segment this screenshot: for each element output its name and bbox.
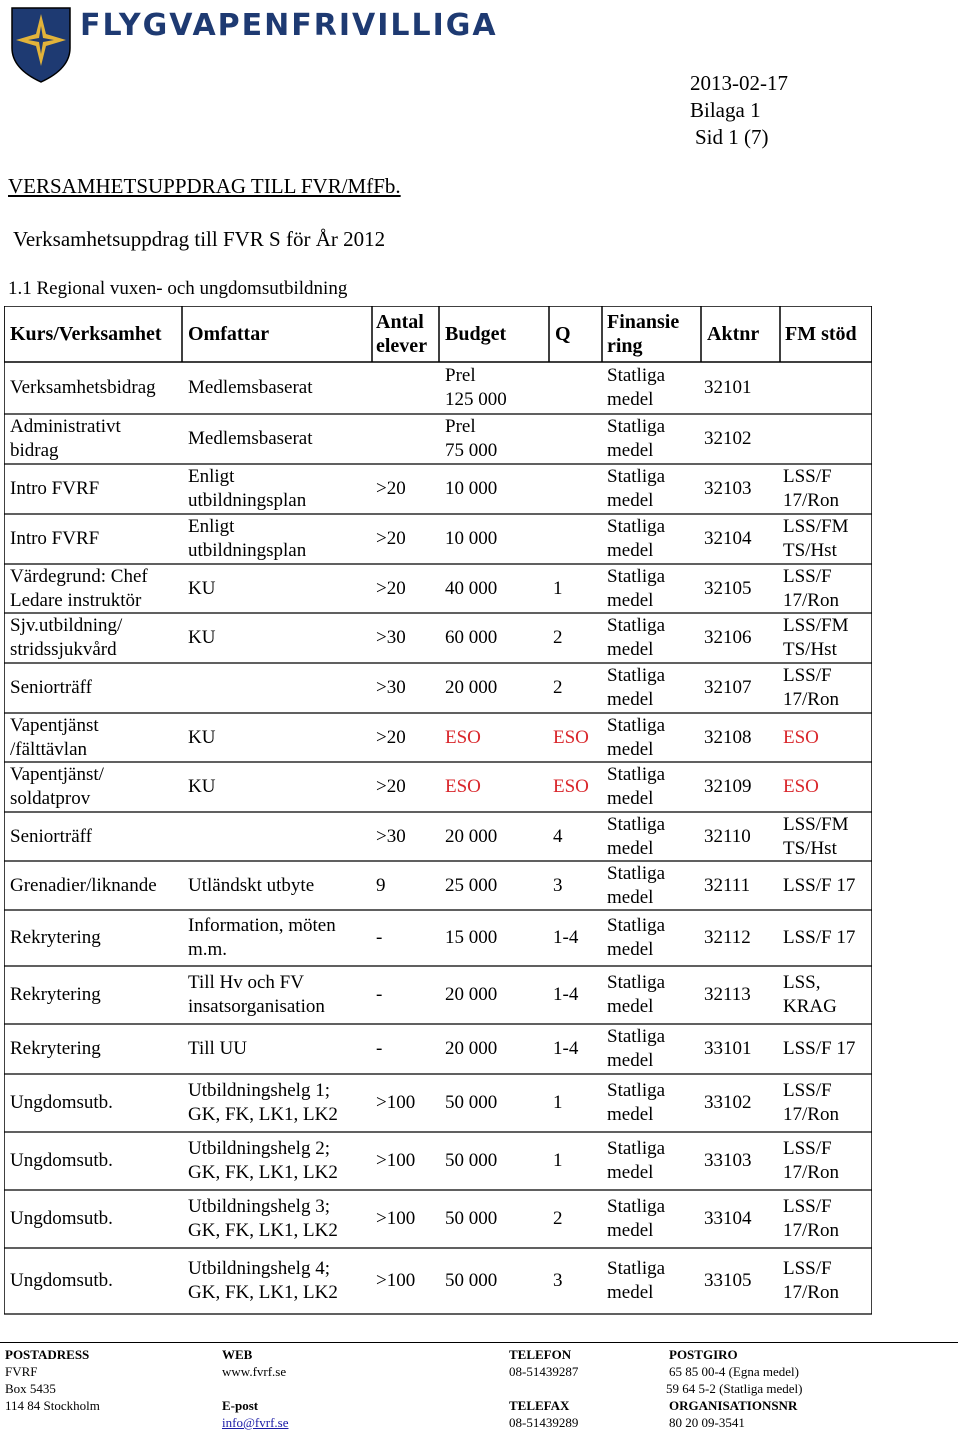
financing-cell: Statliga — [607, 665, 666, 686]
telefon-value: 08-51439287 — [509, 1364, 579, 1379]
financing-cell: Statliga — [607, 915, 666, 936]
financing-cell: medel — [607, 837, 654, 859]
scope-cell: Till Hv och FV — [188, 972, 304, 993]
financing-cell: medel — [607, 639, 654, 660]
scope-cell: KU — [188, 627, 216, 648]
budget-cell: 40 000 — [445, 577, 498, 599]
scope-cell: GK, FK, LK1, LK2 — [188, 1220, 338, 1241]
column-header: Budget — [445, 323, 507, 345]
fm-support-cell: LSS/F — [783, 1196, 832, 1217]
quarter-cell: ESO — [553, 776, 589, 797]
financing-cell: medel — [607, 689, 654, 710]
financing-cell: medel — [607, 490, 654, 511]
scope-cell: KU — [188, 577, 216, 599]
course-cell: Seniorträff — [10, 677, 92, 698]
budget-cell: 50 000 — [445, 1208, 498, 1229]
column-header: elever — [376, 335, 428, 357]
course-cell: Rekrytering — [10, 927, 101, 948]
scope-cell: Utbildningshelg 3; — [188, 1196, 330, 1217]
fm-support-cell: LSS/F 17 — [783, 874, 856, 896]
scope-cell: Medlemsbaserat — [188, 377, 313, 398]
scope-cell: Utländskt utbyte — [188, 874, 315, 896]
financing-cell: medel — [607, 440, 654, 461]
budget-cell: ESO — [445, 726, 481, 748]
financing-cell: medel — [607, 1162, 654, 1183]
course-cell: Rekrytering — [10, 984, 101, 1005]
telefax-label: TELEFAX — [509, 1398, 570, 1413]
budget-cell: 15 000 — [445, 927, 498, 948]
budget-cell: 125 000 — [445, 389, 507, 410]
aktnr-cell: 33105 — [704, 1270, 752, 1291]
course-cell: Intro FVRF — [10, 528, 100, 549]
scope-cell: Utbildningshelg 1; — [188, 1080, 330, 1101]
aktnr-cell: 32110 — [704, 825, 751, 847]
postadress-label: POSTADRESS — [5, 1347, 90, 1362]
budget-cell: 50 000 — [445, 1092, 498, 1113]
financing-cell: Statliga — [607, 862, 666, 884]
scope-cell: Enligt — [188, 466, 235, 487]
aktnr-cell: 32112 — [704, 927, 751, 948]
scope-cell: GK, FK, LK1, LK2 — [188, 1104, 338, 1125]
financing-cell: Statliga — [607, 615, 666, 636]
aktnr-cell: 32109 — [704, 776, 752, 797]
students-cell: >30 — [376, 825, 406, 847]
scope-cell: Utbildningshelg 4; — [188, 1258, 330, 1279]
students-cell: >20 — [376, 478, 406, 499]
financing-cell: medel — [607, 1050, 654, 1071]
financing-cell: medel — [607, 939, 654, 960]
fm-support-cell: LSS/F — [783, 1138, 832, 1159]
column-header: Omfattar — [188, 323, 270, 345]
column-header: Antal — [376, 311, 424, 333]
budget-cell: 20 000 — [445, 1038, 498, 1059]
fm-support-cell: 17/Ron — [783, 589, 839, 611]
financing-cell: Statliga — [607, 466, 666, 487]
page-footer — [0, 1342, 960, 1432]
course-cell: Grenadier/liknande — [10, 874, 157, 896]
fm-support-cell: KRAG — [783, 996, 837, 1017]
budget-cell: Prel — [445, 365, 476, 386]
financing-cell: medel — [607, 1282, 654, 1303]
scope-cell: GK, FK, LK1, LK2 — [188, 1162, 338, 1183]
quarter-cell: 1-4 — [553, 984, 579, 1005]
column-header: Q — [555, 323, 571, 345]
aktnr-cell: 32111 — [704, 874, 751, 896]
course-cell: Ungdomsutb. — [10, 1150, 113, 1171]
fm-support-cell: 17/Ron — [783, 1282, 839, 1303]
budget-cell: 75 000 — [445, 440, 498, 461]
quarter-cell: ESO — [553, 726, 589, 748]
quarter-cell: 1-4 — [553, 927, 579, 948]
aktnr-cell: 33104 — [704, 1208, 752, 1229]
postgiro-line: 59 64 5-2 (Statliga medel) — [666, 1381, 803, 1396]
budget-cell: 60 000 — [445, 627, 498, 648]
scope-cell: m.m. — [188, 939, 228, 960]
students-cell: - — [376, 1038, 383, 1059]
postadress-line: FVRF — [5, 1364, 38, 1379]
financing-cell: medel — [607, 738, 654, 760]
web-label: WEB — [222, 1347, 253, 1362]
fm-support-cell: LSS/F — [783, 466, 832, 487]
financing-cell: medel — [607, 589, 654, 611]
course-cell: Intro FVRF — [10, 478, 100, 499]
financing-cell: medel — [607, 1220, 654, 1241]
aktnr-cell: 32113 — [704, 984, 751, 1005]
column-header: Finansie — [607, 311, 680, 333]
fm-support-cell: 17/Ron — [783, 1104, 839, 1125]
fm-support-cell: LSS/F — [783, 565, 832, 587]
aktnr-cell: 32107 — [704, 677, 752, 698]
course-cell: Värdegrund: Chef — [10, 565, 148, 587]
course-cell: Ungdomsutb. — [10, 1092, 113, 1113]
column-header: Kurs/Verksamhet — [10, 323, 162, 345]
course-cell: /fälttävlan — [10, 738, 88, 760]
course-cell: Rekrytering — [10, 1038, 101, 1059]
quarter-cell: 3 — [553, 874, 563, 896]
document-meta — [690, 70, 788, 151]
students-cell: 9 — [376, 874, 386, 896]
fm-support-cell: ESO — [783, 776, 819, 797]
fm-support-cell: TS/Hst — [783, 540, 837, 561]
scope-cell: Utbildningshelg 2; — [188, 1138, 330, 1159]
budget-cell: 25 000 — [445, 874, 498, 896]
financing-cell: medel — [607, 540, 654, 561]
financing-cell: Statliga — [607, 365, 666, 386]
aktnr-cell: 32103 — [704, 478, 752, 499]
financing-cell: medel — [607, 886, 654, 908]
fm-support-cell: LSS/F — [783, 665, 832, 686]
coat-of-arms-logo — [8, 4, 74, 84]
postgiro-label: POSTGIRO — [669, 1347, 738, 1362]
orgnr-label: ORGANISATIONSNR — [669, 1398, 798, 1413]
fm-support-cell: LSS/FM — [783, 516, 849, 537]
fm-support-cell: LSS/F — [783, 1080, 832, 1101]
budget-cell: 50 000 — [445, 1150, 498, 1171]
students-cell: >100 — [376, 1208, 416, 1229]
aktnr-cell: 32105 — [704, 577, 752, 599]
scope-cell: GK, FK, LK1, LK2 — [188, 1282, 338, 1303]
financing-cell: Statliga — [607, 416, 666, 437]
fm-support-cell: TS/Hst — [783, 837, 837, 859]
course-cell: Administrativt — [10, 416, 121, 437]
budget-cell: 50 000 — [445, 1270, 498, 1291]
fm-support-cell: LSS, — [783, 972, 821, 993]
course-cell: Vapentjänst — [10, 714, 99, 736]
financing-cell: Statliga — [607, 1080, 666, 1101]
quarter-cell: 2 — [553, 677, 563, 698]
course-cell: Seniorträff — [10, 825, 92, 847]
financing-cell: Statliga — [607, 813, 666, 835]
financing-cell: Statliga — [607, 764, 666, 785]
financing-cell: medel — [607, 389, 654, 410]
quarter-cell: 1-4 — [553, 1038, 579, 1059]
budget-cell: Prel — [445, 416, 476, 437]
students-cell: - — [376, 984, 383, 1005]
course-cell: soldatprov — [10, 788, 91, 809]
scope-cell: KU — [188, 776, 216, 797]
scope-cell: Enligt — [188, 516, 235, 537]
fm-support-cell: LSS/FM — [783, 813, 849, 835]
scope-cell: utbildningsplan — [188, 540, 307, 561]
course-cell: Ungdomsutb. — [10, 1208, 113, 1229]
column-header: Aktnr — [707, 323, 760, 345]
course-cell: Vapentjänst/ — [10, 764, 104, 785]
course-cell: Sjv.utbildning/ — [10, 615, 123, 636]
page-title: VERSAMHETSUPPDRAG TILL FVR/MfFb. — [8, 174, 401, 198]
appendix-label: Bilaga 1 — [690, 98, 761, 122]
column-header: ring — [607, 335, 643, 357]
fm-support-cell: ESO — [783, 726, 819, 748]
section-heading: 1.1 Regional vuxen- och ungdomsutbildning — [8, 278, 348, 299]
budget-cell: 10 000 — [445, 528, 498, 549]
email-link[interactable]: info@fvrf.se — [222, 1415, 289, 1430]
course-cell: bidrag — [10, 440, 59, 461]
financing-cell: Statliga — [607, 1196, 666, 1217]
scope-cell: KU — [188, 726, 216, 748]
fm-support-cell: LSS/F 17 — [783, 927, 856, 948]
budget-cell: 20 000 — [445, 825, 498, 847]
budget-cell: ESO — [445, 776, 481, 797]
course-cell: Ungdomsutb. — [10, 1270, 113, 1291]
students-cell: >20 — [376, 726, 406, 748]
scope-cell: insatsorganisation — [188, 996, 325, 1017]
page-number: Sid 1 (7) — [695, 125, 769, 149]
fm-support-cell: 17/Ron — [783, 1162, 839, 1183]
students-cell: >30 — [376, 627, 406, 648]
fm-support-cell: 17/Ron — [783, 490, 839, 511]
aktnr-cell: 32108 — [704, 726, 752, 748]
aktnr-cell: 33101 — [704, 1038, 752, 1059]
course-cell: Verksamhetsbidrag — [10, 377, 156, 398]
financing-cell: Statliga — [607, 1026, 666, 1047]
postadress-line: 114 84 Stockholm — [5, 1398, 100, 1413]
course-cell: Ledare instruktör — [10, 589, 142, 611]
scope-cell: Till UU — [188, 1038, 247, 1059]
organization-name: FLYGVAPENFRIVILLIGA — [80, 8, 498, 43]
orgnr-value: 80 20 09-3541 — [669, 1415, 745, 1430]
aktnr-cell: 33102 — [704, 1092, 752, 1113]
students-cell: >20 — [376, 776, 406, 797]
financing-cell: Statliga — [607, 1258, 666, 1279]
scope-cell: Medlemsbaserat — [188, 428, 313, 449]
quarter-cell: 2 — [553, 627, 563, 648]
financing-cell: Statliga — [607, 516, 666, 537]
financing-cell: Statliga — [607, 565, 666, 587]
postgiro-line: 65 85 00-4 (Egna medel) — [669, 1364, 799, 1379]
course-cell: stridssjukvård — [10, 639, 117, 660]
fm-support-cell: 17/Ron — [783, 1220, 839, 1241]
quarter-cell: 3 — [553, 1270, 563, 1291]
page-subtitle: Verksamhetsuppdrag till FVR S för År 2012 — [13, 227, 386, 251]
students-cell: >100 — [376, 1270, 416, 1291]
quarter-cell: 4 — [553, 825, 563, 847]
postadress-line: Box 5435 — [5, 1381, 56, 1396]
aktnr-cell: 32102 — [704, 428, 752, 449]
financing-cell: Statliga — [607, 1138, 666, 1159]
epost-label: E-post — [222, 1398, 259, 1413]
activity-table — [4, 306, 872, 1320]
fm-support-cell: 17/Ron — [783, 689, 839, 710]
fm-support-cell: LSS/FM — [783, 615, 849, 636]
document-date: 2013-02-17 — [690, 71, 788, 95]
financing-cell: medel — [607, 788, 654, 809]
financing-cell: medel — [607, 996, 654, 1017]
students-cell: - — [376, 927, 383, 948]
web-link[interactable]: www.fvrf.se — [222, 1364, 287, 1379]
aktnr-cell: 32104 — [704, 528, 752, 549]
budget-cell: 20 000 — [445, 984, 498, 1005]
fm-support-cell: LSS/F 17 — [783, 1038, 856, 1059]
quarter-cell: 1 — [553, 1092, 563, 1113]
financing-cell: medel — [607, 1104, 654, 1125]
students-cell: >30 — [376, 677, 406, 698]
financing-cell: Statliga — [607, 972, 666, 993]
financing-cell: Statliga — [607, 714, 666, 736]
scope-cell: Information, möten — [188, 915, 336, 936]
students-cell: >100 — [376, 1092, 416, 1113]
students-cell: >20 — [376, 577, 406, 599]
quarter-cell: 1 — [553, 577, 563, 599]
fm-support-cell: TS/Hst — [783, 639, 837, 660]
telefax-value: 08-51439289 — [509, 1415, 579, 1430]
aktnr-cell: 33103 — [704, 1150, 752, 1171]
scope-cell: utbildningsplan — [188, 490, 307, 511]
telefon-label: TELEFON — [509, 1347, 572, 1362]
fm-support-cell: LSS/F — [783, 1258, 832, 1279]
column-header: FM stöd — [785, 323, 857, 345]
students-cell: >100 — [376, 1150, 416, 1171]
budget-cell: 10 000 — [445, 478, 498, 499]
quarter-cell: 2 — [553, 1208, 563, 1229]
aktnr-cell: 32106 — [704, 627, 752, 648]
aktnr-cell: 32101 — [704, 377, 752, 398]
students-cell: >20 — [376, 528, 406, 549]
quarter-cell: 1 — [553, 1150, 563, 1171]
budget-cell: 20 000 — [445, 677, 498, 698]
